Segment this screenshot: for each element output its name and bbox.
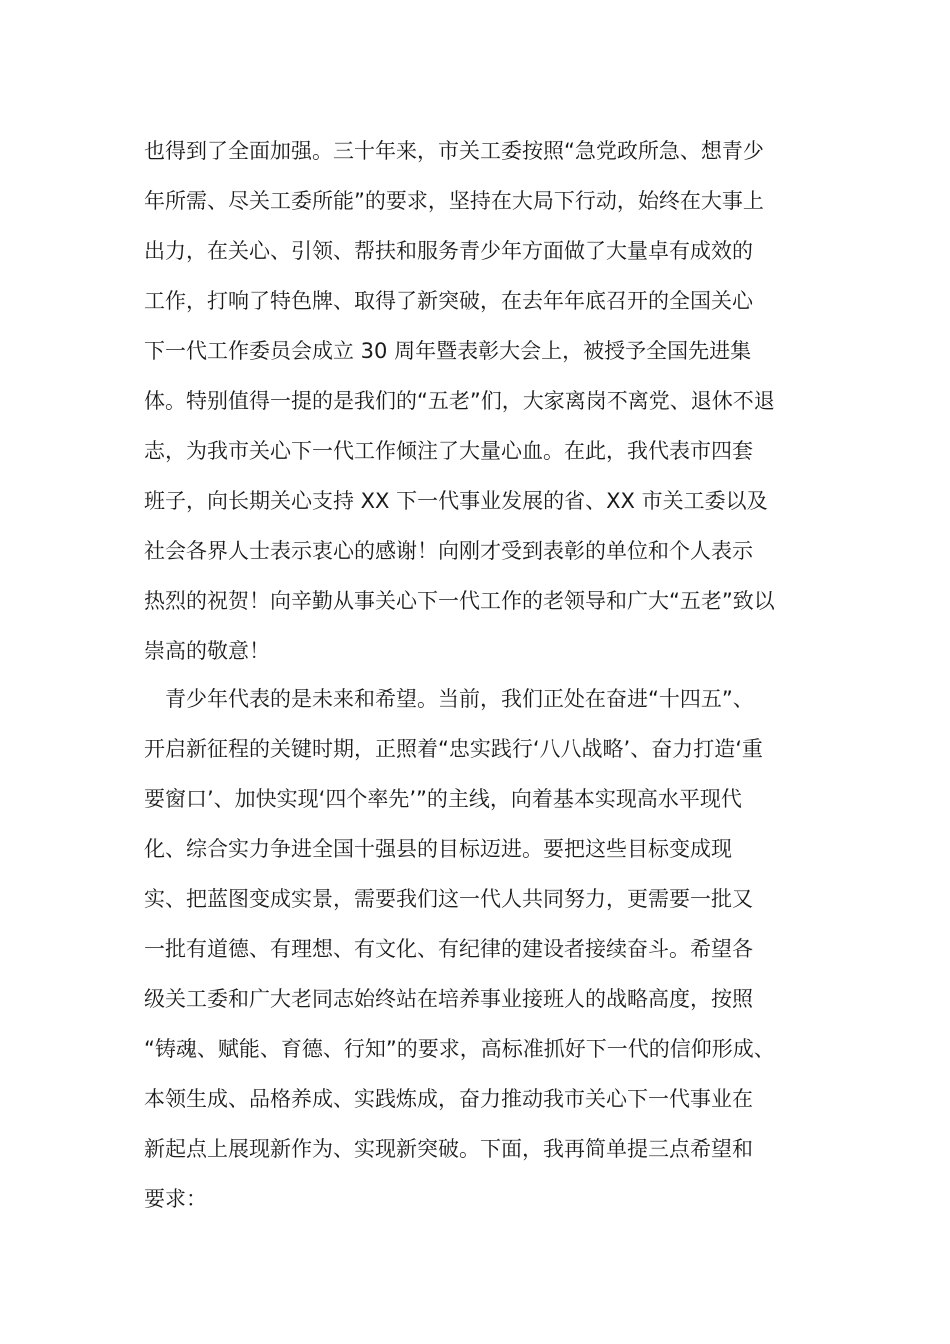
text-line: 实、把蓝图变成实景，需要我们这一代人共同努力，更需要一批又 (144, 887, 753, 911)
text-line: 工作，打响了特色牌、取得了新突破，在去年年底召开的全国关心 (144, 289, 753, 313)
text-line: 志，为我市关心下一代工作倾注了大量心血。在此，我代表市四套 (144, 439, 753, 463)
text-line: 化、综合实力争进全国十强县的目标迈进。要把这些目标变成现 (144, 837, 732, 861)
text-line: 下一代工作委员会成立 30 周年暨表彰大会上，被授予全国先进集 (144, 339, 752, 363)
text-line: 新起点上展现新作为、实现新突破。下面，我再简单提三点希望和 (144, 1137, 753, 1161)
text-line: 青少年代表的是未来和希望。当前，我们正处在奋进“十四五”、 (144, 687, 754, 711)
text-line: 要窗口’、加快实现‘四个率先’”的主线，向着基本实现高水平现代 (144, 787, 742, 811)
text-line: 年所需、尽关工委所能”的要求，坚持在大局下行动，始终在大事上 (144, 189, 764, 213)
text-line: 本领生成、品格养成、实践炼成，奋力推动我市关心下一代事业在 (144, 1087, 753, 1111)
text-line: 级关工委和广大老同志始终站在培养事业接班人的战略高度，按照 (144, 987, 753, 1011)
text-line: 社会各界人士表示衷心的感谢！向刚才受到表彰的单位和个人表示 (144, 539, 753, 563)
paragraph (144, 126, 824, 676)
text-line: 要求： (144, 1187, 207, 1211)
text-line: 崇高的敬意！ (144, 639, 270, 663)
text-line: 出力，在关心、引领、帮扶和服务青少年方面做了大量卓有成效的 (144, 239, 753, 263)
text-line: 也得到了全面加强。三十年来，市关工委按照“急党政所急、想青少 (144, 139, 764, 163)
text-line: 热烈的祝贺！向辛勤从事关心下一代工作的老领导和广大“五老”致以 (144, 589, 775, 613)
text-line: 体。特别值得一提的是我们的“五老”们，大家离岗不离党、退休不退 (144, 389, 775, 413)
paragraph (144, 674, 824, 1224)
text-line: 一批有道德、有理想、有文化、有纪律的建设者接续奋斗。希望各 (144, 937, 753, 961)
text-line: 开启新征程的关键时期，正照着“忠实践行‘八八战略’、奋力打造‘重 (144, 737, 763, 761)
text-line: 班子，向长期关心支持 XX 下一代事业发展的省、XX 市关工委以及 (144, 489, 768, 513)
text-line: “铸魂、赋能、育德、行知”的要求，高标准抓好下一代的信仰形成、 (144, 1037, 775, 1061)
